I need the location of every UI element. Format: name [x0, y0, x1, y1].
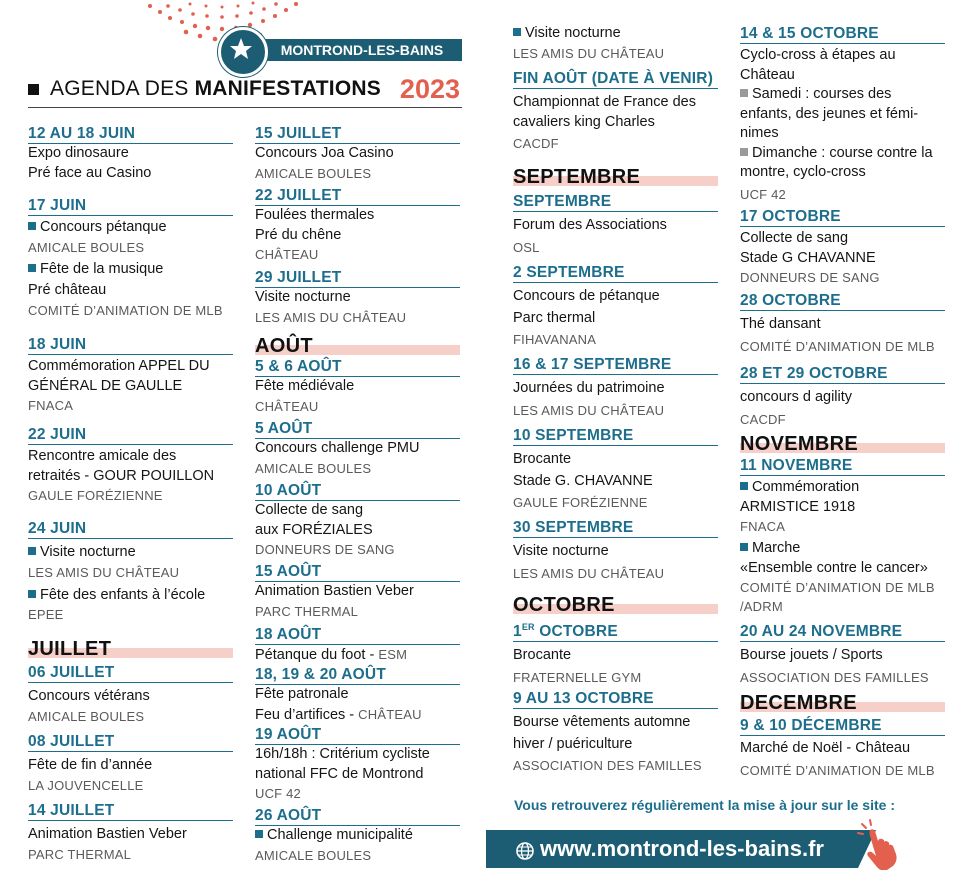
event-line: Fête des enfants à l’école	[40, 586, 206, 603]
event-line: Forum des Associations	[513, 217, 667, 233]
event-line: Dimanche : course contre la	[752, 144, 933, 161]
event-date: 14 & 15 OCTOBRE	[740, 25, 945, 44]
event-date: 9 AU 13 OCTOBRE	[513, 690, 718, 709]
event-line: Cyclo-cross à étapes au	[740, 47, 896, 63]
event-item	[740, 208, 945, 287]
event-organizer: LES AMIS DU CHÂTEAU	[513, 565, 665, 581]
event-organizer: COMITÉ D’ANIMATION DE MLB	[740, 762, 935, 778]
event-date: 5 AOÛT	[255, 420, 460, 439]
event-organizer: AMICALE BOULES	[255, 165, 372, 181]
event-item	[255, 666, 460, 725]
event-item	[513, 690, 718, 775]
event-line: national FFC de Montrond	[255, 765, 424, 782]
event-date: 30 SEPTEMBRE	[513, 519, 718, 538]
event-date: 18 JUIN	[28, 336, 233, 355]
event-item	[28, 125, 233, 183]
event-organizer: OSL	[513, 239, 540, 255]
event-date: 28 ET 29 OCTOBRE	[740, 365, 945, 384]
event-line: Commémoration APPEL DU	[28, 358, 210, 374]
event-organizer: LES AMIS DU CHÂTEAU	[513, 45, 665, 61]
globe-icon	[515, 841, 535, 861]
event-line: «Ensemble contre le cancer»	[740, 559, 928, 576]
event-line: Pétanque du foot -	[255, 647, 379, 663]
event-line: Rencontre amicale des	[28, 448, 177, 464]
event-organizer: CHÂTEAU	[255, 398, 319, 414]
event-line: Château	[740, 66, 795, 83]
event-item	[740, 25, 945, 204]
event-date: 17 JUIN	[28, 197, 233, 216]
event-item	[28, 733, 233, 795]
event-date: SEPTEMBRE	[513, 193, 718, 212]
event-line: Pré face au Casino	[28, 164, 152, 181]
event-organizer: AMICALE BOULES	[255, 847, 372, 863]
event-item	[513, 70, 718, 153]
event-item	[513, 356, 718, 420]
event-line: Fête médiévale	[255, 378, 355, 394]
event-item	[28, 664, 233, 726]
event-line: hiver / puériculture	[513, 735, 633, 752]
event-date: FIN AOÛT (DATE À VENIR)	[513, 70, 718, 89]
event-date: 20 AU 24 NOVEMBRE	[740, 623, 945, 642]
click-hand-icon	[856, 818, 906, 870]
bullet-icon	[740, 543, 748, 551]
event-date: 08 JUILLET	[28, 733, 233, 752]
event-date: 28 OCTOBRE	[740, 292, 945, 311]
event-item	[513, 24, 718, 63]
month-heading: SEPTEMBRE	[513, 166, 640, 188]
event-item	[513, 519, 718, 583]
event-date: 17 OCTOBRE	[740, 208, 945, 227]
event-organizer: FNACA	[740, 519, 786, 534]
event-item	[740, 365, 945, 429]
event-line: Marche	[752, 540, 801, 556]
event-line: Championnat de France des	[513, 94, 696, 110]
event-date: 5 & 6 AOÛT	[255, 358, 460, 377]
event-date: 18 AOÛT	[255, 626, 460, 645]
event-line: aux FORÉZIALES	[255, 521, 373, 538]
bullet-icon	[513, 28, 521, 36]
event-organizer: FNACA	[28, 398, 74, 413]
event-line: Samedi : courses des	[752, 86, 892, 102]
event-date: 06 JUILLET	[28, 664, 233, 683]
event-line: ARMISTICE 1918	[740, 498, 856, 515]
event-line: Pré du chêne	[255, 226, 342, 243]
event-line: Stade G CHAVANNE	[740, 249, 876, 266]
event-item	[28, 520, 233, 624]
event-date: 14 JUILLET	[28, 802, 233, 821]
event-line: Expo dinosaure	[28, 145, 129, 161]
event-line: Visite nocturne	[255, 289, 351, 305]
event-organizer: AMICALE BOULES	[255, 460, 372, 476]
event-item	[513, 193, 718, 257]
event-item	[255, 269, 460, 327]
event-line: Concours de pétanque	[513, 288, 660, 304]
event-organizer: LES AMIS DU CHÂTEAU	[255, 309, 407, 325]
event-line: Thé dansant	[740, 316, 821, 332]
event-organizer: CACDF	[513, 136, 559, 151]
event-item	[28, 197, 233, 320]
event-line: Fête de la musique	[40, 260, 164, 277]
month-heading: JUILLET	[28, 638, 111, 660]
event-item	[740, 717, 945, 780]
event-date: 12 AU 18 JUIN	[28, 125, 233, 144]
event-organizer: GAULE FORÉZIENNE	[513, 495, 648, 510]
event-organizer: COMITÉ D’ANIMATION DE MLB	[740, 338, 935, 354]
bullet-icon	[28, 547, 36, 555]
event-organizer: CACDF	[740, 411, 786, 427]
event-line: Bourse vêtements automne	[513, 714, 691, 730]
event-organizer: EPEE	[28, 607, 64, 622]
bullet-icon	[255, 830, 263, 838]
event-item	[255, 626, 460, 666]
event-line: Collecte de sang	[255, 502, 364, 518]
event-line: Feu d’artifices -	[255, 706, 359, 723]
event-line: Concours challenge PMU	[255, 440, 420, 456]
month-heading: DECEMBRE	[740, 692, 857, 714]
event-date: 10 AOÛT	[255, 482, 460, 501]
event-line: Visite nocturne	[525, 25, 621, 41]
event-organizer: ASSOCIATION DES FAMILLES	[513, 758, 702, 773]
bullet-icon	[28, 590, 36, 598]
event-line: Brocante	[513, 647, 572, 664]
bullet-icon	[740, 148, 748, 156]
event-date: 22 JUIN	[28, 426, 233, 445]
event-line: Animation Bastien Veber	[255, 583, 414, 599]
event-item	[255, 482, 460, 559]
event-item	[740, 457, 945, 616]
event-line: Bourse jouets / Sports	[740, 647, 883, 663]
square-bullet-icon	[28, 84, 39, 95]
event-line: Marché de Noël - Château	[740, 740, 911, 756]
event-item	[740, 623, 945, 687]
event-organizer: DONNEURS DE SANG	[740, 270, 880, 285]
event-organizer: COMITÉ D’ANIMATION DE MLB	[28, 302, 223, 318]
event-line: Foulées thermales	[255, 207, 375, 223]
event-organizer: FIHAVANANA	[513, 332, 597, 347]
event-organizer: PARC THERMAL	[28, 846, 132, 862]
event-line: Visite nocturne	[40, 544, 136, 560]
event-item	[255, 807, 460, 865]
event-line: Fête patronale	[255, 686, 349, 702]
event-organizer: AMICALE BOULES	[28, 708, 145, 724]
event-item	[255, 563, 460, 621]
month-heading: NOVEMBRE	[740, 433, 858, 455]
event-line: Parc thermal	[513, 309, 596, 326]
event-line: Collecte de sang	[740, 230, 849, 246]
event-line: Stade G. CHAVANNE	[513, 472, 653, 489]
event-line: concours d agility	[740, 389, 853, 405]
event-line: nimes	[740, 125, 779, 141]
event-item	[28, 336, 233, 415]
page-title	[28, 75, 462, 108]
event-line: Pré château	[28, 282, 107, 298]
event-organizer: PARC THERMAL	[255, 603, 359, 619]
event-organizer: /ADRM	[740, 599, 783, 614]
event-date: 19 AOÛT	[255, 726, 460, 745]
event-line: Concours vétérans	[28, 688, 150, 704]
event-line: Visite nocturne	[513, 543, 609, 559]
event-organizer: CHÂTEAU	[255, 247, 319, 262]
event-item	[255, 358, 460, 416]
event-date: 2 SEPTEMBRE	[513, 264, 718, 283]
event-organizer: AMICALE BOULES	[28, 239, 145, 255]
event-item	[255, 125, 460, 183]
event-organizer: UCF 42	[255, 786, 301, 801]
event-item	[255, 420, 460, 478]
event-line: Commémoration	[752, 479, 860, 495]
event-line: Animation Bastien Veber	[28, 826, 187, 842]
event-line: enfants, des jeunes et fémi-	[740, 105, 919, 122]
website-link[interactable]: www.montrond-les-bains.fr	[540, 836, 824, 861]
event-organizer: ASSOCIATION DES FAMILLES	[740, 669, 929, 685]
event-item	[513, 427, 718, 512]
event-date: 15 AOÛT	[255, 563, 460, 582]
event-date: 11 NOVEMBRE	[740, 457, 945, 476]
event-line: GÉNÉRAL DE GAULLE	[28, 377, 183, 394]
bullet-icon	[28, 222, 36, 230]
event-date: 15 JUILLET	[255, 125, 460, 144]
event-date: 29 JUILLET	[255, 269, 460, 288]
town-banner: MONTROND-LES-BAINS	[262, 39, 462, 61]
event-line: retraités - GOUR POUILLON	[28, 467, 215, 484]
event-date: 10 SEPTEMBRE	[513, 427, 718, 446]
month-heading: OCTOBRE	[513, 594, 615, 616]
title-bold: MANIFESTATIONS	[194, 77, 381, 100]
event-organizer: FRATERNELLE GYM	[513, 669, 642, 685]
event-date: 18, 19 & 20 AOÛT	[255, 666, 460, 685]
event-line: Challenge municipalité	[267, 827, 413, 843]
event-line: Journées du patrimoine	[513, 380, 665, 396]
bullet-icon	[740, 89, 748, 97]
bullet-icon	[28, 264, 36, 272]
event-organizer: LES AMIS DU CHÂTEAU	[513, 402, 665, 418]
title-light: AGENDA DES	[50, 77, 195, 100]
event-item	[28, 802, 233, 864]
event-line: montre, cyclo-cross	[740, 164, 866, 180]
title-year: 2023	[399, 74, 460, 104]
event-line: Fête de fin d’année	[28, 757, 153, 773]
event-item	[28, 426, 233, 505]
event-date: 26 AOÛT	[255, 807, 460, 826]
event-line: 16h/18h : Critérium cycliste	[255, 746, 430, 762]
event-organizer: ESM	[378, 647, 408, 662]
bullet-icon	[740, 482, 748, 490]
event-item	[513, 264, 718, 349]
event-date: 1ER OCTOBRE	[513, 619, 718, 642]
event-date: 9 & 10 DÉCEMBRE	[740, 717, 945, 736]
event-line: Concours pétanque	[40, 219, 167, 235]
event-organizer: DONNEURS DE SANG	[255, 542, 395, 557]
star-icon	[218, 27, 268, 77]
event-item	[513, 619, 718, 687]
event-line: cavaliers king Charles	[513, 113, 655, 130]
event-date: 16 & 17 SEPTEMBRE	[513, 356, 718, 375]
event-date: 24 JUIN	[28, 520, 233, 539]
event-organizer: LES AMIS DU CHÂTEAU	[28, 564, 180, 580]
event-organizer: CHÂTEAU	[358, 706, 422, 722]
event-organizer: UCF 42	[740, 186, 786, 202]
event-line: Brocante	[513, 451, 572, 467]
event-item	[255, 187, 460, 264]
event-organizer: LA JOUVENCELLE	[28, 777, 144, 793]
event-date: 22 JUILLET	[255, 187, 460, 206]
event-organizer: GAULE FORÉZIENNE	[28, 488, 163, 503]
event-organizer: COMITÉ D’ANIMATION DE MLB	[740, 580, 935, 595]
footer-note: Vous retrouverez régulièrement la mise à jour sur le site :	[514, 797, 895, 813]
event-item	[740, 292, 945, 356]
month-heading: AOÛT	[255, 335, 313, 357]
event-line: Concours Joa Casino	[255, 145, 394, 161]
event-item	[255, 726, 460, 803]
